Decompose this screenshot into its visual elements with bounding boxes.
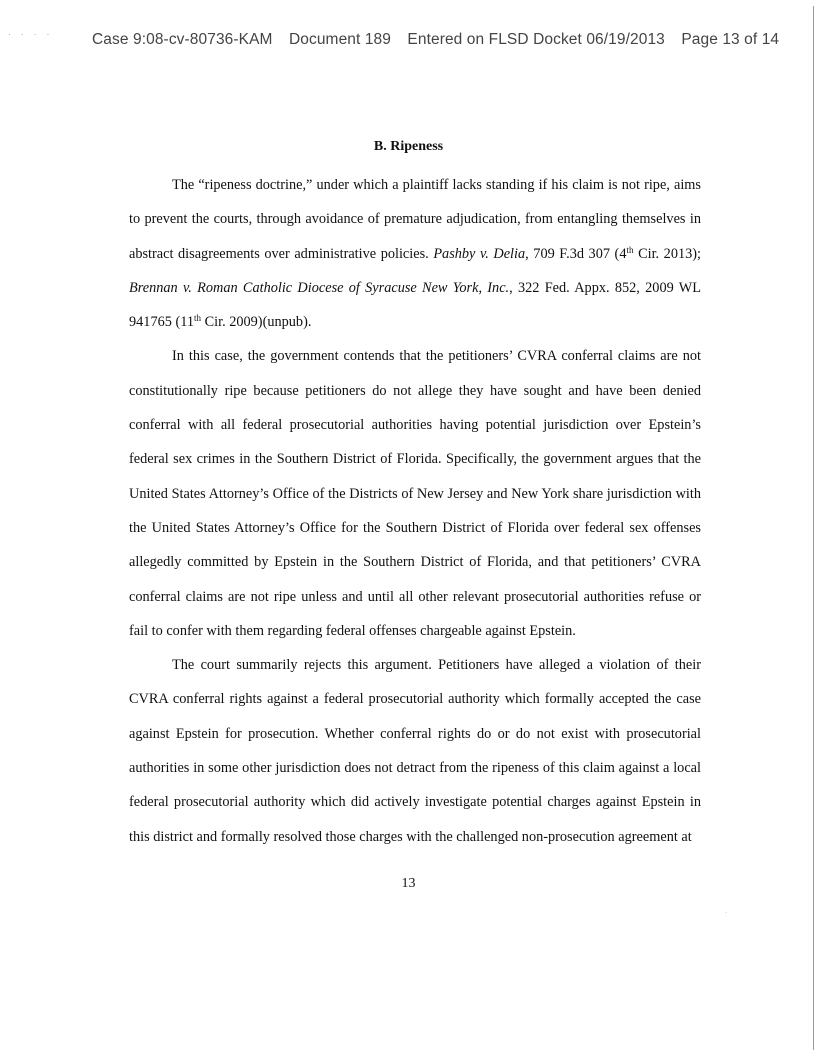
paragraph-government-contention: In this case, the government contends that the petitioners’ CVRA conferral claims are not constitutionally ripe because petitioners do not allege they have sought and have been denied conferral with all federal prosecutorial authorities having potential jurisdiction over Epstein’s federal sex crimes in the Southern District of Florida. Specifically, the government argues that the United States Attorney’s Office of the Districts of New Jersey and New York share jurisdiction with the United States Attorney’s Office for the Southern District of Florida over federal sex offenses allegedly committed by Epstein in the Southern District of Florida, and that petitioners’ CVRA conferral claims are not ripe unless and until all other relevant prosecutorial authorities refuse or fail to confer with them regarding federal offenses chargeable against Epstein. — [129, 348, 701, 639]
page-number: 13 — [401, 876, 416, 891]
case-number: Case 9:08-cv-80736-KAM — [92, 31, 273, 48]
paragraph-text: , 709 F.3d 307 (4 — [525, 245, 627, 262]
document-number: Document 189 — [288, 31, 391, 48]
case-citation: Brennan v. Roman Catholic Diocese of Syracuse New York, Inc. — [129, 279, 510, 296]
ordinal-superscript: th — [194, 313, 202, 324]
page-count: Page 13 of 14 — [681, 31, 780, 48]
ordinal-superscript: th — [626, 244, 634, 255]
scan-edge-line — [813, 6, 814, 1050]
scan-dot: · — [725, 910, 727, 917]
docket-header-stamp — [92, 31, 779, 49]
paragraph-text: Cir. 2009)(unpub). — [201, 314, 312, 331]
body-text — [129, 168, 701, 854]
paragraph-ripeness-doctrine — [129, 168, 701, 339]
scan-artifact-marks: · · · · — [8, 30, 54, 39]
paragraph-text: The “ripeness doctrine,” under which a plaintiff lacks standing if his claim is not ripe, aims to prevent the courts, through avoidance of premature adjudication, from entangling themselves in abstract disagreements over administrative policies. — [129, 177, 701, 262]
docket-entry-date: Entered on FLSD Docket 06/19/2013 — [407, 31, 665, 48]
paragraph-court-rejection: The court summarily rejects this argument. Petitioners have alleged a violation of their CVRA conferral rights against a federal prosecutorial authority which formally accepted the case against Epstein for prosecution. Whether conferral rights do or do not exist with prosecutorial authorities in some other jurisdiction does not detract from the ripeness of this claim against a local federal prosecutorial authority which did actively investigate potential charges against Epstein in this district and formally resolved those charges with the challenged non-prosecution agreement at — [129, 657, 701, 845]
case-citation: Pashby v. Delia — [433, 245, 526, 262]
paragraph-text: Cir. 2013); — [633, 245, 702, 262]
section-heading: B. Ripeness — [373, 139, 444, 154]
paragraph-text: , 322 Fed. Appx. 852, 2009 WL 941765 (11 — [129, 279, 702, 331]
